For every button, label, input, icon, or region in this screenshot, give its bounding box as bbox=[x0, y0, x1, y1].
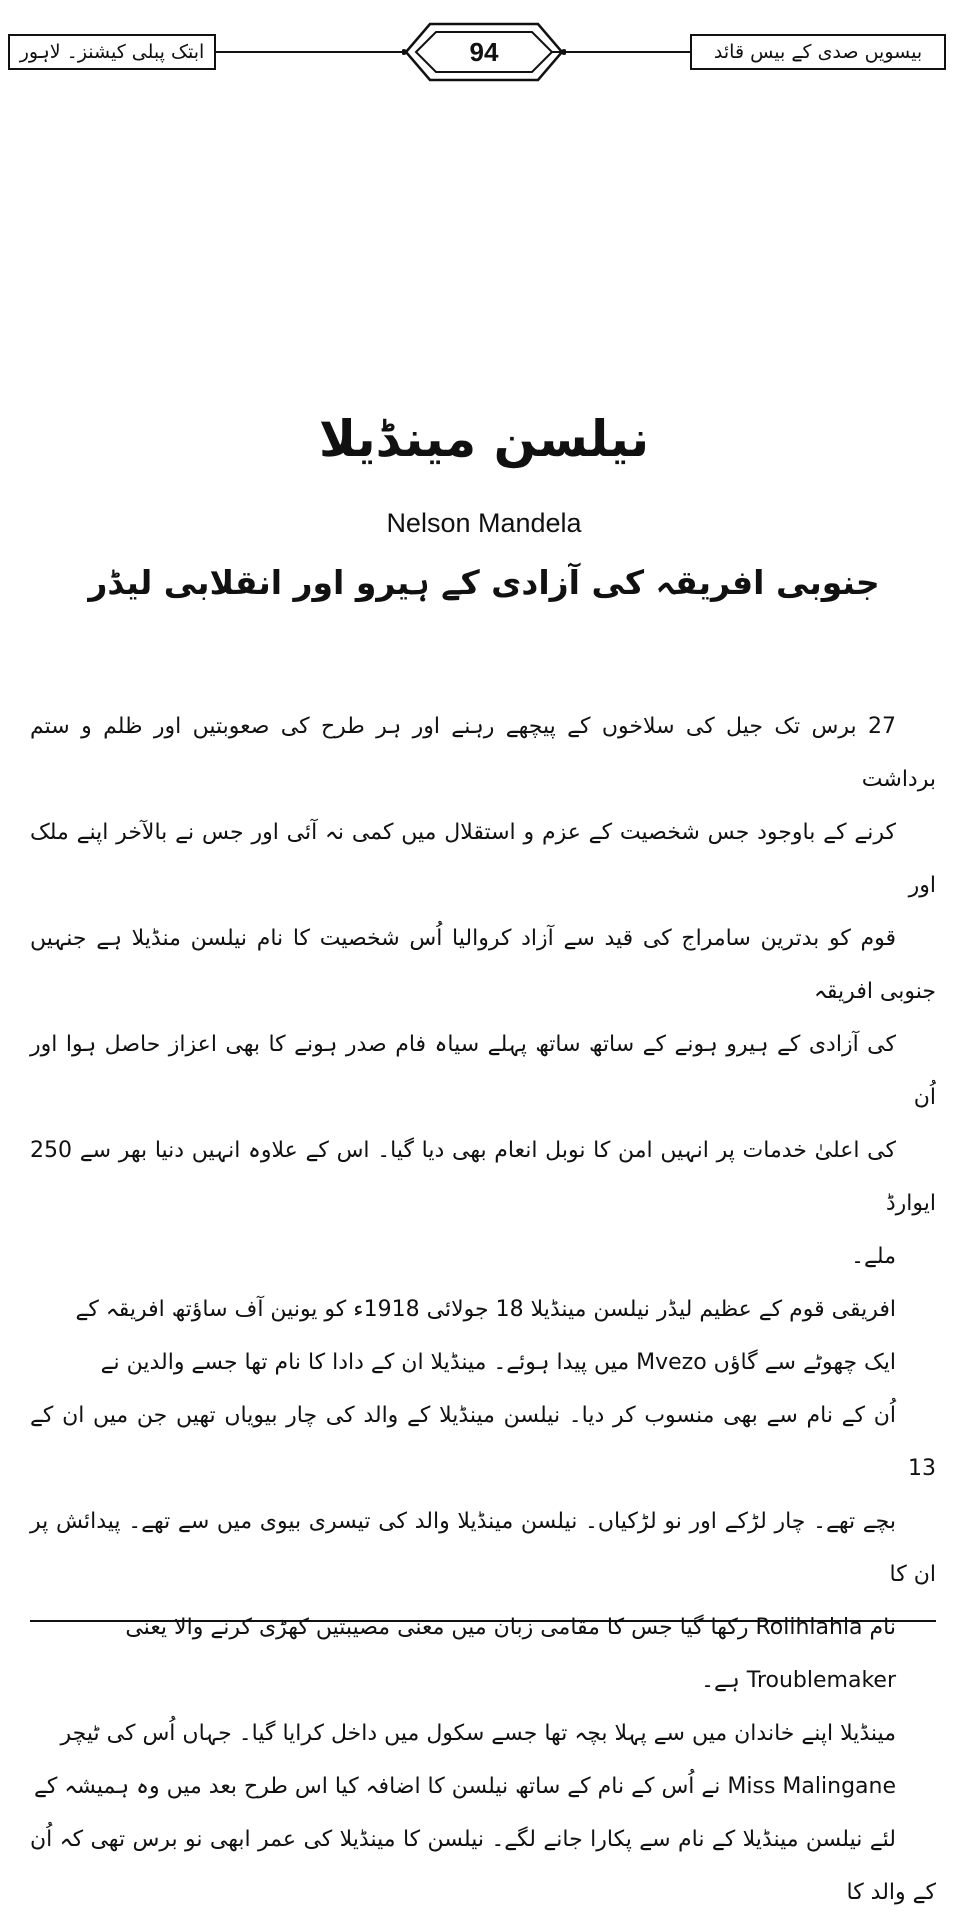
text-line: کرنے کے باوجود جس شخصیت کے عزم و استقلال میں کمی نہ آئی اور جس نے بالآخر اپنے ملک اور bbox=[30, 820, 936, 898]
publisher-box bbox=[8, 34, 216, 70]
footer-rule bbox=[30, 1620, 936, 1622]
text-line: اُن کے نام سے بھی منسوب کر دیا۔ نیلسن مینڈیلا کے والد کی چار بیویاں تھیں جن میں ان کے 13 bbox=[30, 1403, 936, 1481]
paragraph-3 bbox=[30, 1707, 936, 1919]
chapter-title-english: Nelson Mandela bbox=[386, 508, 582, 538]
text-line: 27 برس تک جیل کی سلاخوں کے پیچھے رہنے اور ہر طرح کی صعوبتیں اور ظلم و ستم برداشت bbox=[30, 714, 936, 792]
paragraph-1 bbox=[30, 700, 936, 1283]
text-line: کی آزادی کے ہیرو ہونے کے ساتھ ساتھ پہلے سیاہ فام صدر ہونے کا بھی اعزاز حاصل ہوا اور اُن bbox=[30, 1032, 936, 1110]
page-number-badge bbox=[402, 20, 566, 84]
page-header bbox=[0, 12, 968, 82]
text-line: افریقی قوم کے عظیم لیڈر نیلسن مینڈیلا 18 جولائی 1918ء کو یونین آف ساؤتھ افریقہ کے bbox=[75, 1297, 896, 1322]
book-title-box bbox=[690, 34, 946, 70]
text-line: کی اعلیٰ خدمات پر انہیں امن کا نوبل انعام بھی دیا گیا۔ اس کے علاوہ انہیں دنیا بھر سے 250 ایوارڈ bbox=[30, 1138, 936, 1216]
text-line: Troublemaker ہے۔ bbox=[701, 1668, 896, 1693]
chapter-title-urdu: نیلسن مینڈیلا bbox=[318, 410, 650, 468]
publisher-name: ابتک پبلی کیشنز۔ لاہور bbox=[19, 41, 205, 63]
text-line: نام Rolihlahla رکھا گیا جس کا مقامی زبان میں معنی مصیبتیں کھڑی کرنے والا یعنی bbox=[125, 1615, 896, 1640]
header-rule-left bbox=[216, 51, 416, 53]
page-number: 94 bbox=[469, 36, 499, 67]
text-line: ملے۔ bbox=[851, 1244, 896, 1269]
text-line: مینڈیلا اپنے خاندان میں سے پہلا بچہ تھا جسے سکول میں داخل کرایا گیا۔ جہاں اُس کی ٹیچر bbox=[60, 1721, 896, 1746]
body-text bbox=[30, 700, 936, 1919]
text-line: Miss Malingane نے اُس کے نام کے ساتھ نیلسن کا اضافہ کیا اس طرح بعد میں وہ ہمیشہ کے bbox=[33, 1774, 896, 1799]
book-title: بیسویں صدی کے بیس قائد bbox=[713, 41, 923, 63]
paragraph-2 bbox=[30, 1283, 936, 1707]
chapter-subtitle: جنوبی افریقہ کی آزادی کے ہیرو اور انقلابی لیڈر bbox=[88, 563, 880, 602]
text-line: لئے نیلسن مینڈیلا کے نام سے پکارا جانے لگے۔ نیلسن کا مینڈیلا کی عمر ابھی نو برس تھی کہ اُن کے والد کا bbox=[30, 1827, 936, 1905]
text-line: ایک چھوٹے سے گاؤں Mvezo میں پیدا ہوئے۔ مینڈیلا ان کے دادا کا نام تھا جسے والدین نے bbox=[100, 1350, 896, 1375]
text-line: قوم کو بدترین سامراج کی قید سے آزاد کروالیا اُس شخصیت کا نام نیلسن منڈیلا ہے جنہیں جنوبی افریقہ bbox=[30, 926, 936, 1004]
header-rule-right bbox=[552, 51, 692, 53]
text-line: بچے تھے۔ چار لڑکے اور نو لڑکیاں۔ نیلسن مینڈیلا والد کی تیسری بیوی میں سے تھے۔ پیدائش پر ان کا bbox=[30, 1509, 936, 1587]
